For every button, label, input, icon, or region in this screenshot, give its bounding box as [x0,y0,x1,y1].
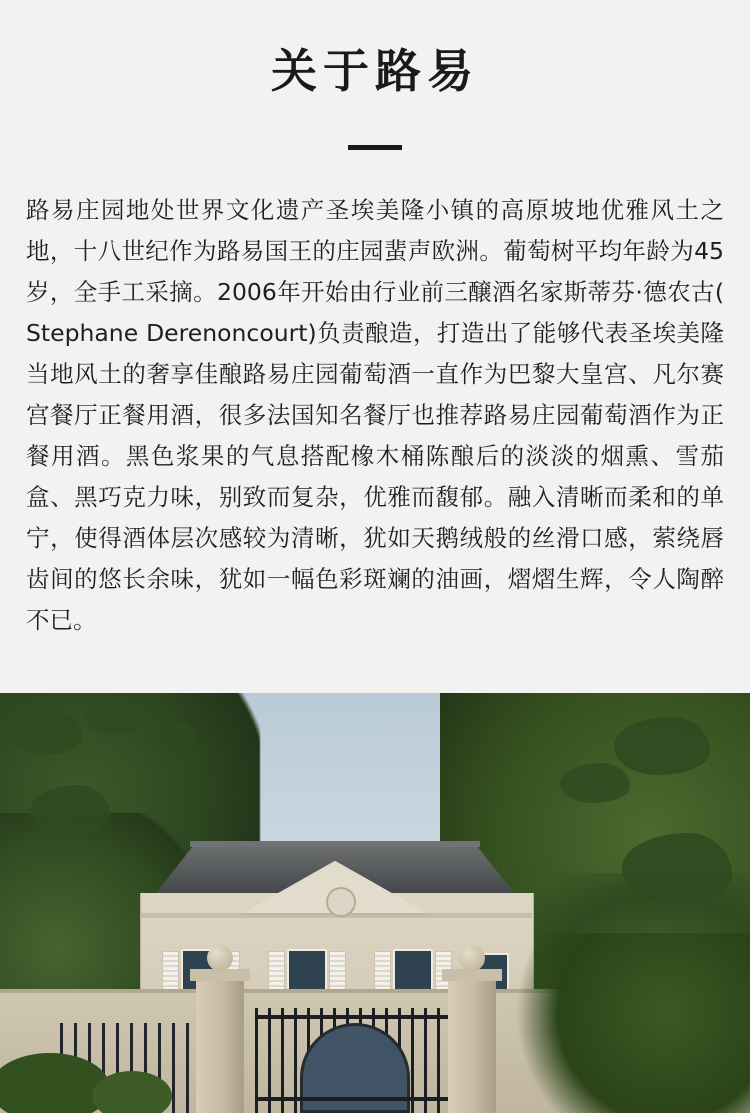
leaf-cluster-icon [560,763,630,803]
pillar-ball-ornament-icon [459,945,485,971]
chateau-photo [0,693,750,1113]
foreground-foliage-icon [510,933,750,1113]
leaf-cluster-icon [150,723,196,751]
leaf-cluster-icon [30,785,110,835]
pediment-medallion-icon [326,887,356,917]
leaf-cluster-icon [614,717,710,775]
title-divider [348,145,402,150]
gate-pillar-right [448,975,496,1113]
fence-rail-top [255,1015,455,1019]
leaf-cluster-icon [86,699,144,735]
pillar-ball-ornament-icon [207,945,233,971]
roof-ridge [190,841,480,847]
fence-rail-bottom [255,1097,455,1101]
page-title: 关于路易 [271,44,479,98]
title-divider-wrap [26,145,724,150]
leaf-cluster-icon [12,711,82,755]
about-body-text: 路易庄园地处世界文化遗产圣埃美隆小镇的高原坡地优雅风土之地，十八世纪作为路易国王的庄园蜚声欧洲。葡萄树平均年龄为45岁，全手工采摘。2006年开始由行业前三醸酒名家斯蒂芬·德农古( Stephane Derenoncourt)负责酿造，打造出了能够代表圣埃美隆当地风土的奢享佳酿路易庄园葡萄酒一直作为巴黎大皇宫、凡尔赛宫餐厅正餐用酒，很多法国知名餐厅也推荐路易庄园葡萄酒作为正餐用酒。黑色浆果的气息搭配橡木桶陈酿后的淡淡的烟熏、雪茄盒、黑巧克力味，别致而复杂，优雅而馥郁。融入清晰而柔和的单宁，使得酒体层次感较为清晰，犹如天鹅绒般的丝滑口感，萦绕唇齿间的悠长余味，犹如一幅色彩斑斓的油画，熠熠生辉，令人陶醉不已。 [26,196,724,635]
gate-pillar-left [196,975,244,1113]
